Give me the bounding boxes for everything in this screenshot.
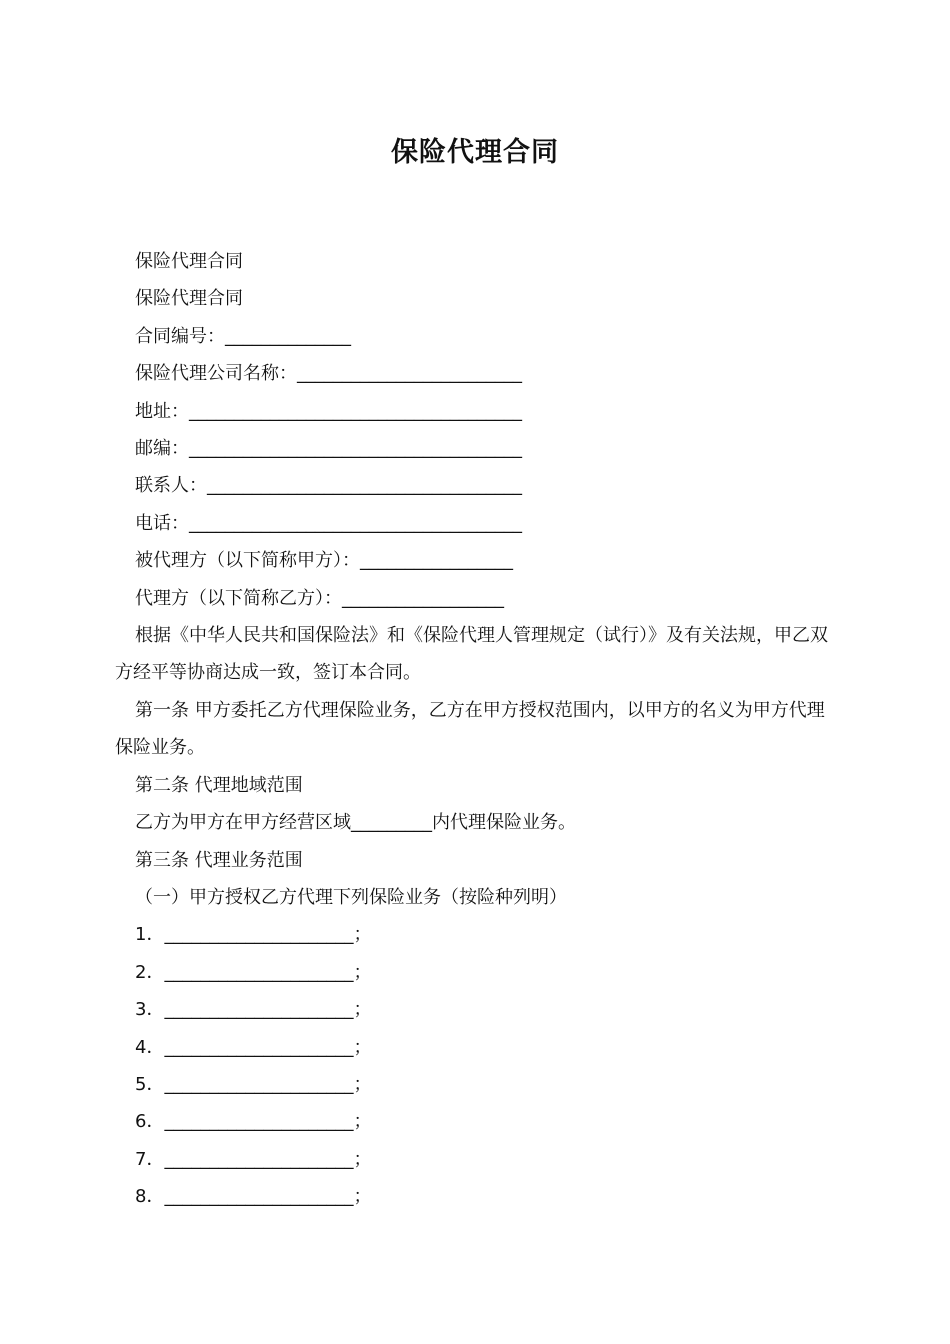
article-2-body: 乙方为甲方在甲方经营区域_________内代理保险业务。 (135, 812, 576, 834)
insurance-item-2: 2．_____________________； (135, 961, 372, 983)
insurance-item-6: 6．_____________________； (135, 1111, 372, 1133)
article-3-clause-1: （一）甲方授权乙方代理下列保险业务（按险种列明） (135, 886, 567, 908)
insurance-item-7: 7．_____________________； (135, 1148, 372, 1170)
party-b-field: 代理方（以下简称乙方）：__________________ (135, 587, 504, 609)
document-title: 保险代理合同 (391, 137, 559, 168)
phone-field: 电话：_____________________________________ (135, 512, 522, 534)
agency-name-field: 保险代理公司名称：_________________________ (135, 363, 522, 385)
document-body (115, 243, 837, 1216)
address-field: 地址：_____________________________________ (135, 400, 522, 422)
preamble-paragraph: 根据《中华人民共和国保险法》和《保险代理人管理规定（试行）》及有关法规，甲乙双方经平等协商达成一致，签订本合同。 (115, 625, 828, 684)
article-1-paragraph: 第一条 甲方委托乙方代理保险业务，乙方在甲方授权范围内，以甲方的名义为甲方代理保险业务。 (115, 699, 825, 759)
contact-person-field: 联系人：___________________________________ (135, 475, 522, 497)
contract-number-field: 合同编号：______________ (135, 325, 351, 347)
postcode-field: 邮编：_____________________________________ (135, 438, 522, 460)
insurance-item-5: 5．_____________________； (135, 1073, 372, 1095)
subtitle-line-2: 保险代理合同 (135, 288, 243, 310)
insurance-item-4: 4．_____________________； (135, 1036, 372, 1058)
insurance-item-3: 3．_____________________； (135, 999, 372, 1021)
insurance-item-8: 8．_____________________； (135, 1186, 372, 1208)
insurance-item-1: 1．_____________________； (135, 924, 372, 946)
article-2-heading: 第二条 代理地域范围 (135, 774, 303, 796)
party-a-field: 被代理方（以下简称甲方）：_________________ (135, 550, 513, 572)
subtitle-line-1: 保险代理合同 (135, 251, 243, 272)
article-3-heading: 第三条 代理业务范围 (135, 849, 303, 871)
